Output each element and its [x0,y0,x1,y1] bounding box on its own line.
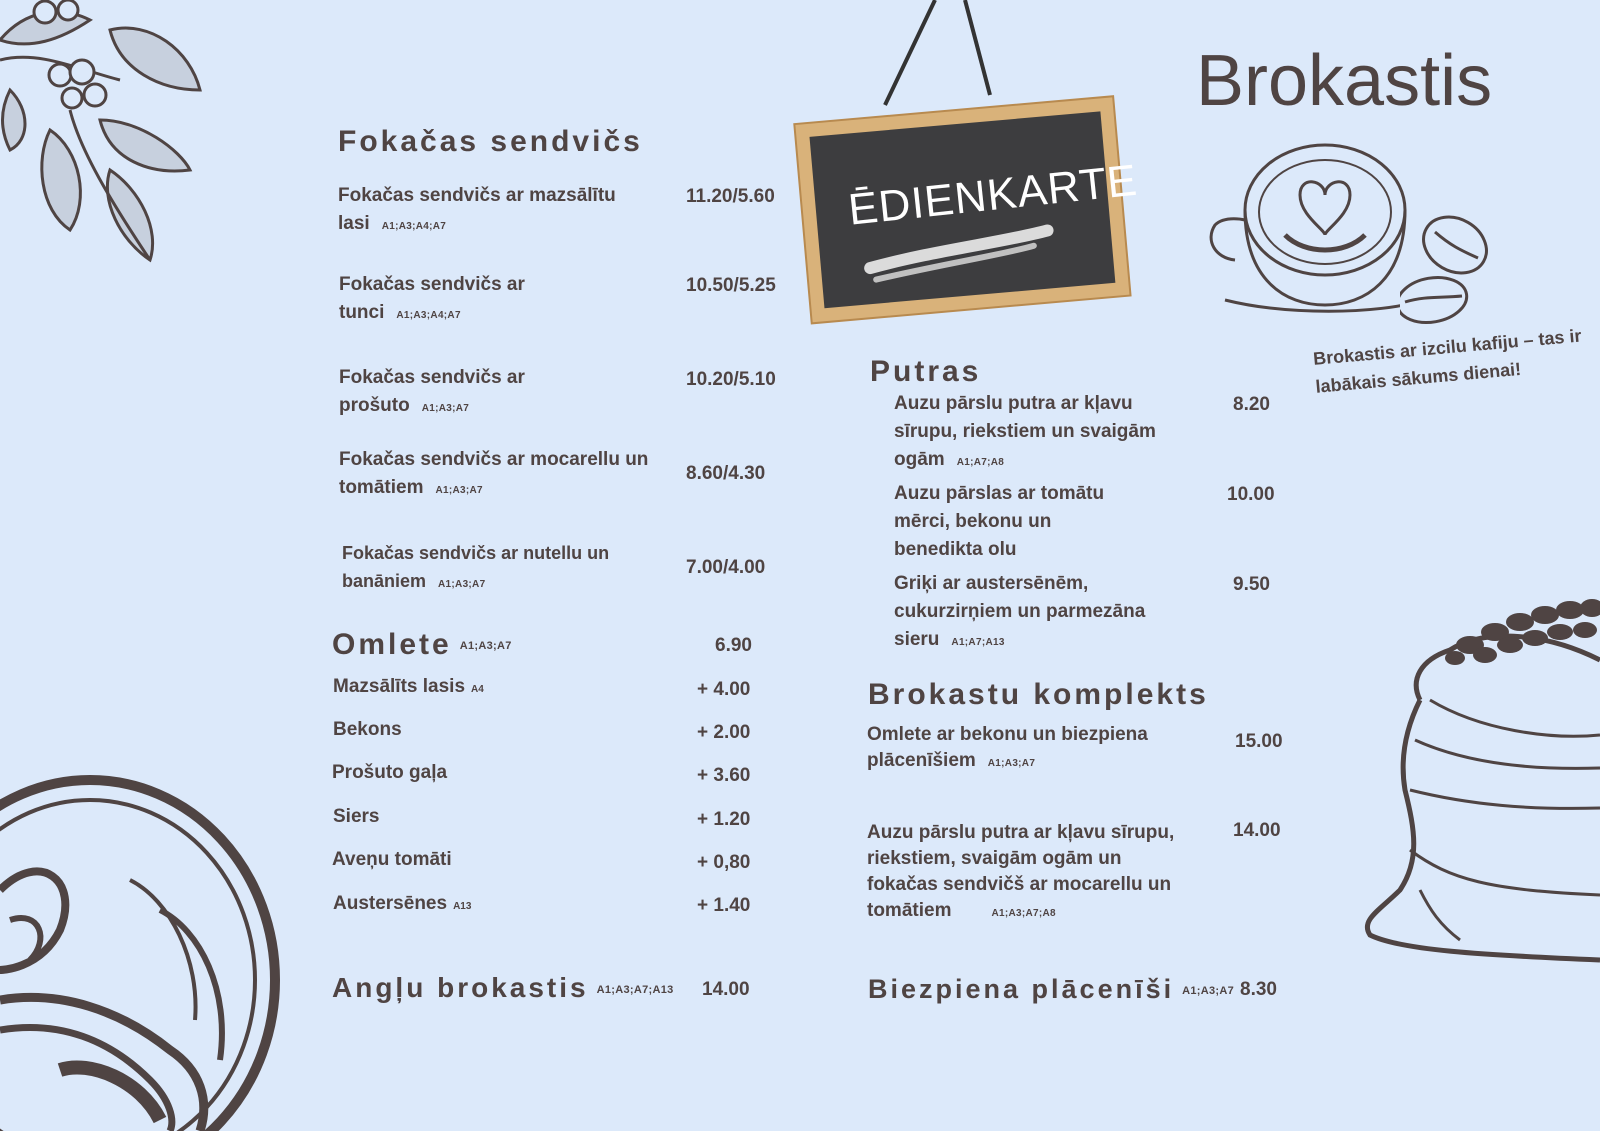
section-heading-komplekts: Brokastu komplekts [868,678,1209,711]
omlete-price: 6.90 [715,635,752,656]
extra-name: Mazsālīts lasis [333,676,466,697]
item-name: Fokačas sendvičs ar mazsālītu lasi [338,185,616,234]
menu-item [342,539,612,599]
extra-name: Bekons [333,719,402,740]
menu-item [867,820,1187,927]
allergen-codes: A1;A3;A7;A8 [991,908,1056,919]
section-heading-putras: Putras [870,355,982,388]
omlete-title: Omlete [332,628,452,661]
allergen-codes: A4 [471,684,484,695]
allergen-codes: A1;A3;A7 [435,485,483,496]
allergen-codes: A1;A3;A7 [987,758,1036,769]
section-heading-focaccia: Fokačas sendvičs [338,125,643,158]
item-name: Fokačas sendvičs ar tunci [339,274,525,323]
item-price: 10.00 [1227,484,1275,505]
extra-item [332,762,447,784]
sign-text: ĒDIENKARTE [846,155,1140,235]
coffee-sack-icon [1360,590,1600,990]
item-name: Auzu pārslas ar tomātu mērci, bekonu un benedikta olu [894,483,1105,560]
allergen-codes: A13 [453,901,472,912]
item-price: 11.20/5.60 [686,186,775,207]
item-name: Griķi ar austersēnēm, cukurzirņiem un parmezāna sieru [894,573,1146,650]
extra-item [333,676,484,698]
item-name: Fokačas sendvičs ar nutellu un banāniem [342,543,610,591]
coffee-bean-icon [1400,210,1510,335]
item-price: 15.00 [1235,731,1283,752]
extra-item [332,849,452,871]
item-price: 14.00 [1233,820,1281,841]
menu-item [894,390,1184,477]
allergen-codes: A1;A3;A7 [459,640,512,653]
item-price: 10.50/5.25 [686,275,776,296]
extra-name: Prošuto gaļa [332,762,448,783]
extra-price: + 2.00 [697,722,751,743]
item-name: Omlete ar bekonu un biezpiena plācenīšiem [867,724,1148,771]
tagline: Brokastis ar izcilu kafiju – tas ir labākais sākums dienai! [1312,325,1583,397]
item-price: 7.00/4.00 [686,557,766,578]
coffee-branch-icon [0,0,210,270]
page-title: Brokastis [1196,41,1493,121]
placenisi-title: Biezpiena plācenīši [868,974,1175,1004]
item-price: 10.20/5.10 [686,369,776,390]
allergen-codes: A1;A3;A7 [421,403,470,414]
extra-price: + 4.00 [697,679,751,700]
item-name: Fokačas sendvičs ar prošuto [339,367,525,416]
section-heading-placenisi [868,974,1234,1005]
menu-item [339,446,649,505]
allergen-codes: A1;A7;A13 [951,637,1005,648]
placenisi-price: 8.30 [1240,979,1277,1000]
menu-item [894,570,1164,657]
extra-price: + 1.40 [697,895,751,916]
english-price: 14.00 [702,979,750,1000]
menu-item [867,722,1177,777]
menu-item [339,271,564,330]
extra-name: Aveņu tomāti [332,849,452,870]
extra-price: + 3.60 [697,765,751,786]
allergen-codes: A1;A7;A8 [956,457,1005,468]
english-title: Angļu brokastis [332,972,589,1003]
latte-art-icon [0,770,290,1131]
allergen-codes: A1;A3;A4;A7 [381,221,447,232]
allergen-codes: A1;A3;A4;A7 [396,310,461,321]
extra-name: Austersēnes [333,893,448,914]
extra-name: Siers [333,806,380,827]
extra-price: + 1.20 [697,809,751,830]
item-price: 9.50 [1233,574,1270,595]
item-name: Auzu pārslu putra ar kļavu sīrupu, riekstiem un svaigām ogām [894,393,1156,470]
extra-item [333,806,379,828]
item-price: 8.60/4.30 [686,463,766,484]
menu-item [339,364,559,423]
item-name: Auzu pārslu putra ar kļavu sīrupu, riekstiem, svaigām ogām un fokačas sendvičš ar mocarellu un tomātiem [867,822,1175,921]
extra-price: + 0,80 [697,852,751,873]
menu-item [338,182,618,241]
section-heading-omlete [332,628,512,662]
section-heading-english [332,972,674,1004]
allergen-codes: A1;A3;A7 [1182,984,1235,997]
menu-item [894,480,1124,564]
extra-item [333,893,471,915]
extra-item [333,719,402,741]
item-name: Fokačas sendvičs ar mocarellu un tomātiem [339,449,649,498]
item-price: 8.20 [1233,394,1270,415]
allergen-codes: A1;A3;A7;A13 [596,983,674,996]
allergen-codes: A1;A3;A7 [438,579,486,590]
